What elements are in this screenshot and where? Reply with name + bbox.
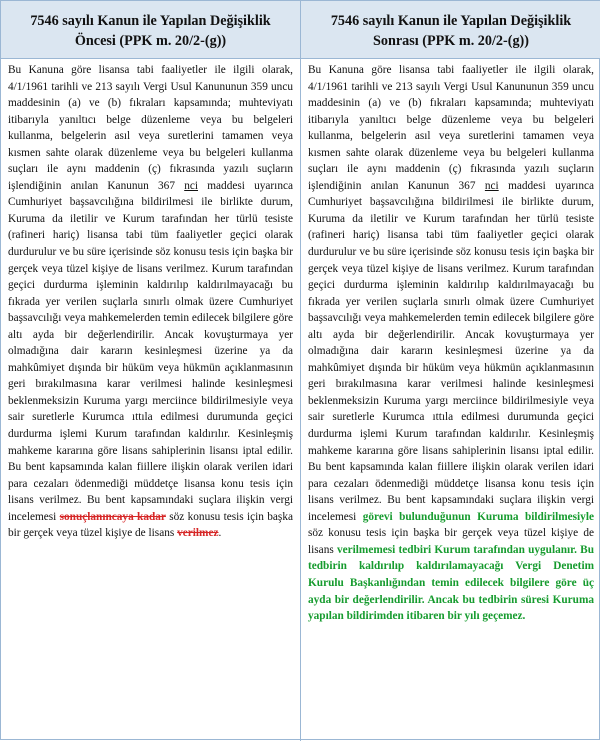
before-text-cell — [1, 59, 301, 741]
column-header-before — [1, 1, 301, 59]
after-text-part-2: maddesi uyarınca Cumhuriyet başsavcılığına bildirilmesi ile birlikte durum, Kuruma da iletilir ve Kurum tarafından her türlü tesiste (rafineri hariç) lisansa tabi tüm faaliyetler geçici olarak durdurulur ve bu süre içerisinde söz konusu tesis için başka bir gerçek veya tüzel kişiye de lisans verilmez. Kurum tarafından geçici durdurma işleminin kaldırılıp kaldırılmayacağı bu fıkrada yer verilen suçlarla sınırlı olmak üzere Cumhuriyet başsavcılığı veya mahkemelerden temin edilecek bilgilere göre altı ayda bir değerlendirilir. Ancak kovuşturmaya yer olmadığına dair kararın kesinleşmesi üzerine ya da mahkûmiyet dışında bir hüküm veya hükmün açıklanmasının geri bırakılmasına karar verilmesi halinde kesinleşmesi beklenmeksizin Kuruma yargı merciince bildirilmesiyle veya sair suretlerle Kurumca ıttıla edilmesi durumunda geçici durdurma işlemi Kurum tarafından kaldırılır. Kesinleşmiş mahkeme kararına göre lisans sahiplerinin lisansı iptal edilir. Bu bent kapsamında kalan fiillere ilişkin olarak verilen idari para cezaları ödenmediği müddetçe lisansa konu tesis için lisans verilmez. Bu bent kapsamındaki suçlara ilişkin vergi incelemesi — [308, 179, 595, 523]
column-title-before: 7546 sayılı Kanun ile Yapılan Değişiklik Öncesi (PPK m. 20/2-(g)) — [30, 12, 271, 49]
before-text-part-1: Bu Kanuna göre lisansa tabi faaliyetler ile ilgili olarak, 4/1/1961 tarihli ve 213 sayılı Vergi Usul Kanununun 359 uncu maddesinin (a) ve (b) fıkraları kapsamında; muhteviyatı itibarıyla yanıltıcı belge düzenleme veya bu belgeleri kullanma, belgelerin asıl veya suretlerini tamamen veya kısmen sahte olarak düzenleme veya bu belgeleri kullanma suçları ile aynı maddenin (ç) fıkrasında yazılı suçların işlendiğinin anılan Kanunun 367 — [8, 64, 293, 192]
before-text-part-2: maddesi uyarınca Cumhuriyet başsavcılığına bildirilmesi ile birlikte durum, Kuruma da iletilir ve Kurum tarafından her türlü tesiste (rafineri hariç) lisansa tabi tüm faaliyetler geçici olarak durdurulur ve bu süre içerisinde söz konusu tesis için başka bir gerçek veya tüzel kişiye de lisans verilmez. Kurum tarafından geçici durdurma işleminin kaldırılıp kaldırılmayacağı bu fıkrada yer verilen suçlarla sınırlı olmak üzere Cumhuriyet başsavcılığı veya mahkemelerden temin edilecek bilgilere göre altı ayda bir değerlendirilir. Ancak kovuşturmaya yer olmadığına dair kararın kesinleşmesi üzerine ya da mahkûmiyet dışında bir hüküm veya hükmün açıklanmasının geri bırakılmasına karar verilmesi halinde kesinleşmesi beklenmeksizin Kuruma yargı merciince bildirilmesiyle veya sair suretlerle Kurumca ıttıla edilmesi durumunda geçici durdurma işlemi Kurum tarafından kaldırılır. Kesinleşmiş mahkeme kararına göre lisans sahiplerinin lisansı iptal edilir. Bu bent kapsamında kalan fiillere ilişkin olarak verilen idari para cezaları ödenmediği müddetçe lisansa konu tesis için lisans verilmez. Bu bent kapsamındaki suçlara ilişkin vergi incelemesi — [8, 179, 293, 523]
before-text-part-3: söz konusu tesis için başka bir gerçek veya tüzel kişiye de lisans — [8, 510, 293, 540]
after-text-part-1: Bu Kanuna göre lisansa tabi faaliyetler ile ilgili olarak, 4/1/1961 tarihli ve 213 sayılı Vergi Usul Kanununun 359 uncu maddesinin (a) ve (b) fıkraları kapsamında; muhteviyatı itibarıyla yanıltıcı belge düzenleme veya bu belgeleri kullanma, belgelerin asıl veya suretlerini tamamen veya kısmen sahte olarak düzenleme veya bu belgeleri kullanma suçları ile aynı maddenin (ç) fıkrasında yazılı suçların işlendiğinin anılan Kanunun 367 — [308, 64, 594, 192]
after-text-part-3: söz konusu tesis için başka bir gerçek veya tüzel kişiye de lisans — [308, 527, 594, 556]
before-underlined-nci: nci — [184, 179, 199, 192]
deleted-phrase-2: verilmez — [177, 527, 219, 540]
added-phrase-1: görevi bulunduğunun Kuruma bildirilmesiyle — [362, 510, 594, 523]
after-text-cell — [301, 59, 600, 741]
before-text-part-4: . — [218, 527, 222, 540]
after-underlined-nci: nci — [484, 179, 499, 192]
deleted-phrase-1: sonuçlanıncaya kadar — [59, 510, 166, 523]
added-phrase-2: verilmemesi tedbiri Kurum tarafından uygulanır. Bu tedbirin kaldırılıp kaldırılamayacağı Vergi Denetim Kurulu Başkanlığından temin edilecek bilgilere göre üç ayda bir değerlendirilir. Ancak bu tedbirin süresi Kuruma yapılan bildirimden itibaren bir yılı geçemez. — [308, 543, 595, 623]
column-header-after — [301, 1, 600, 59]
column-title-after: 7546 sayılı Kanun ile Yapılan Değişiklik Sonrası (PPK m. 20/2-(g)) — [330, 12, 572, 49]
